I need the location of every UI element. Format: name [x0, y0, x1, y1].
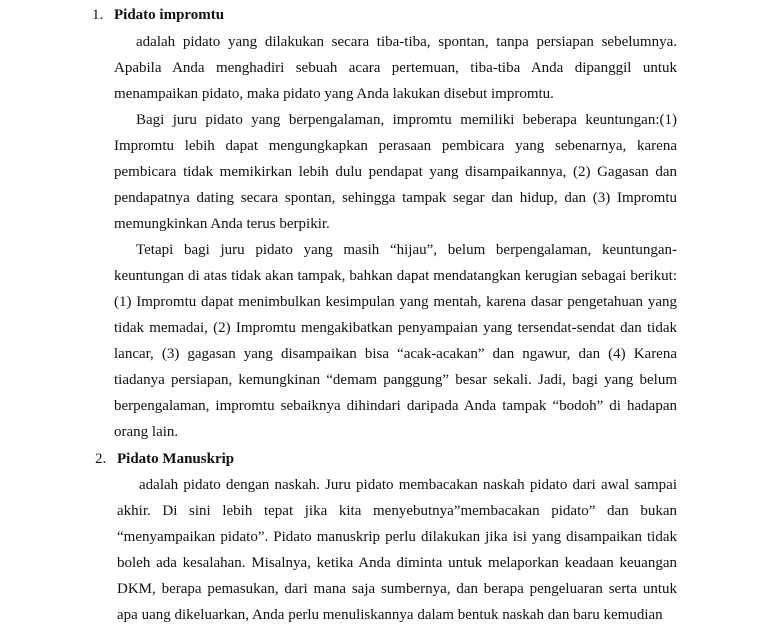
- section-1-title: Pidato impromtu: [114, 7, 225, 23]
- section-1-heading: [92, 2, 224, 28]
- section-1-paragraph-2: Bagi juru pidato yang berpengalaman, impromtu memiliki beberapa keuntungan:(1) Impromtu lebih dapat mengungkapkan perasaan pembicara yang sebenarnya, karena pembicara tidak memikirkan lebih dulu pendapat yang disampaikannya, (2) Gagasan dan pendapatnya dating secara spontan, sehingga tampak segar dan hidup, dan (3) Impromtu memungkinkan Anda terus berpikir.: [114, 112, 677, 232]
- section-2-heading: [95, 446, 234, 472]
- section-2-number: 2.: [95, 451, 107, 467]
- section-2-title: Pidato Manuskrip: [117, 451, 235, 467]
- section-2-paragraph-1: adalah pidato dengan naskah. Juru pidato membacakan naskah pidato dari awal sampai akhir. Di sini lebih tepat jika kita menyebutnya”membacakan pidato” dan bukan “menyampaikan pidato”. Pidato manuskrip perlu dilakukan jika isi yang disampaikan tidak boleh ada kesalahan. Misalnya, ketika Anda diminta untuk melaporkan keadaan keuangan DKM, berapa pemasukan, dari mana saja sumbernya, dan berapa pengeluaran serta untuk apa uang dikeluarkan, Anda perlu menuliskannya dalam bentuk naskah dan baru kemudian: [117, 477, 677, 623]
- section-1-number: 1.: [92, 7, 104, 23]
- section-1-paragraph-1: adalah pidato yang dilakukan secara tiba-tiba, spontan, tanpa persiapan sebelumnya. Apabila Anda menghadiri sebuah acara pertemuan, tiba-tiba Anda dipanggil untuk menampaikan pidato, maka pidato yang Anda lakukan disebut impromtu.: [114, 34, 677, 102]
- section-1-paragraph-3: Tetapi bagi juru pidato yang masih “hijau”, belum berpengalaman, keuntungan-keuntungan di atas tidak akan tampak, bahkan dapat mendatangkan kerugian sebagai berikut: (1) Impromtu dapat menimbulkan kesimpulan yang mentah, karena dasar pengetahuan yang tidak memadai, (2) Impromtu mengakibatkan penyampaian yang tersendat-sendat dan tidak lancar, (3) gagasan yang disampaikan bisa “acak-acakan” dan ngawur, dan (4) Karena tiadanya persiapan, kemungkinan “demam panggung” besar sekali. Jadi, bagi yang belum berpengalaman, impromtu sebaiknya dihindari daripada Anda tampak “bodoh” di hadapan orang lain.: [114, 242, 677, 440]
